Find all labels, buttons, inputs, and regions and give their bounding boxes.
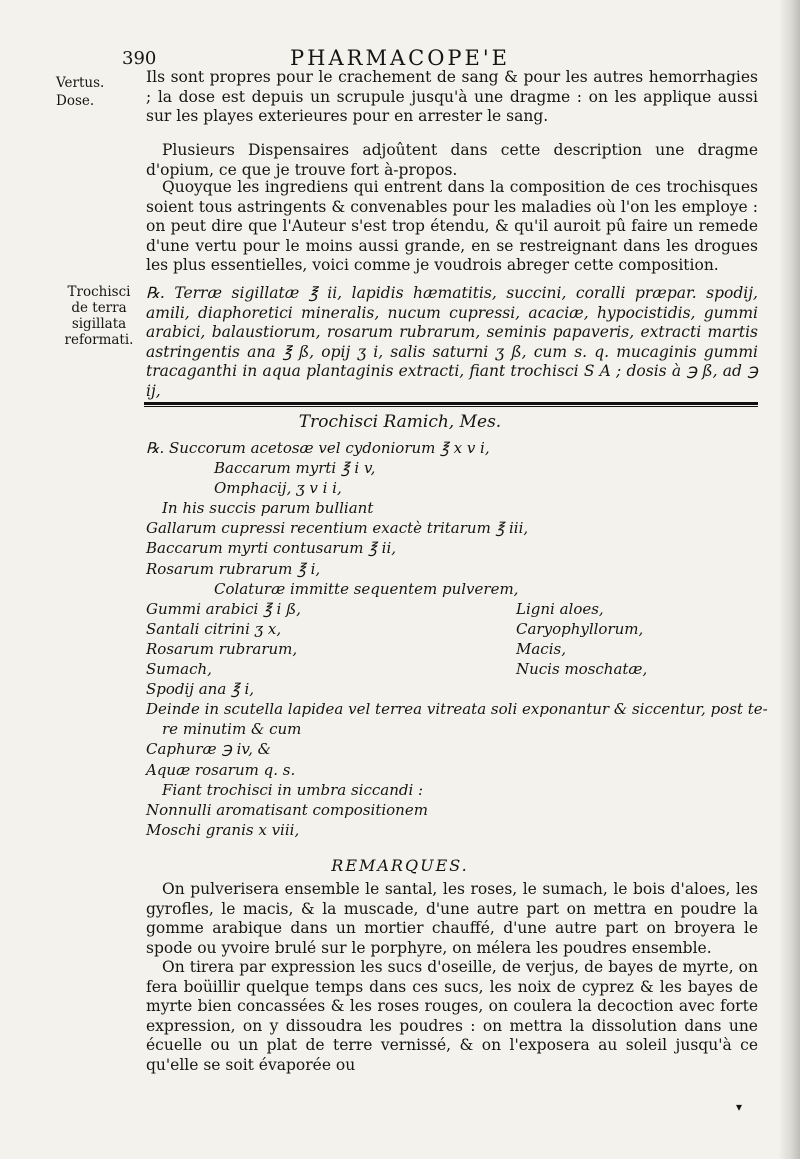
recipe-column-left: Santali citrini ʒ x, [146,619,282,638]
reformed-recipe [146,284,758,401]
paragraph-2 [146,141,758,180]
recipe-column-row [146,599,758,619]
recipe-line: Rosarum rubrarum ℥ i, [146,559,321,578]
recipe-column-right: Nucis moschatæ, [516,660,648,679]
recipe-line: In his succis parum bulliant [162,499,374,518]
recipe-line: re minutim & cum [162,720,302,739]
recipe-lines-group-2 [146,679,768,840]
recipe-column-right: Macis, [516,639,566,658]
recipe-column-right: Ligni aloes, [516,599,604,618]
recipe-line: ℞. Succorum acetosæ vel cydoniorum ℥ x v i, [146,439,490,457]
remarque-paragraph-1: On pulverisera ensemble le santal, les roses, le sumach, le bois d'aloes, les gyrofles, le macis, & la muscade, d'une autre part on mettra en poudre la gomme arabique dans un mortier chauffé, d'une autre part on broyera le spode ou yvoire brulé sur le porphyre, on mélera les poudres ensemble. [146,880,758,957]
recipe-line: Baccarum myrti ℥ i v, [214,459,376,478]
recipe-line: Colaturæ immitte sequentem pulverem, [214,579,519,598]
recipe-line: Caphuræ ℈ iv, & [146,740,272,759]
remarques-text [146,880,758,1075]
recipe-line: Nonnulli aromatisant compositionem [146,800,428,819]
recipe-line: Spodij ana ℥ i, [146,680,255,699]
recipe-lines-group-1 [146,438,758,599]
recipe-line: Gallarum cupressi recentium exactè tritarum ℥ iii, [146,519,529,538]
page-mark: ▾ [736,1100,743,1114]
remarque-paragraph-2: On tirera par expression les sucs d'oseille, de verjus, de bayes de myrte, on fera boüillir quelque temps dans ces sucs, les noix de cyprez & les bayes de myrte bien concassées & les roses rouges, on coulera la decoction avec forte expression, on y dissoudra les poudres : on mettra la dissolution dans une écuelle ou un plat de terre vernissé, & on l'exposera au soleil jusqu'à ce qu'elle se soit évaporée ou [146,958,758,1074]
page-number: 390 [122,48,157,69]
paragraph-text: Ils sont propres pour le crachement de sang & pour les autres hemorrhagies ; la dose est depuis un scrupule jusqu'à une dragme : on les applique aussi sur les playes exterieures pour en arrester le sang. [146,68,758,125]
paragraph-text: Plusieurs Dispensaires adjoûtent dans cette description une dragme d'opium, ce que je trouve fort à-propos. [146,141,758,179]
page-edge-shadow [778,0,800,1159]
recipe-line: Aquæ rosarum q. s. [146,760,296,779]
recipe-column-row [146,619,758,639]
paragraph-text: Quoyque les ingrediens qui entrent dans la composition de ces trochisques soient tous astringents & convenables pour les maladies où l'on les employe : on peut dire que l'Auteur s'est trop étendu, & qu'il auroit pû faire un remede d'une vertu pour le moins aussi grande, en se restreignant dans les drogues les plus essentielles, voici comme je voudrois abreger cette composition. [146,178,758,274]
recipe-column-left: Rosarum rubrarum, [146,639,298,658]
margin-note-trochisci: Trochisci de terra sigillata reformati. [64,284,134,348]
margin-note-vertus: Vertus. [56,75,105,91]
recipe-column-row [146,639,758,659]
recipe-column-left: Sumach, [146,660,212,679]
recipe-line: Deinde in scutella lapidea vel terrea vitreata soli exponantur & siccentur, post te- [146,700,768,719]
recipe-columns [146,599,758,679]
recipe-line: Omphacij, ʒ v i i, [214,479,342,498]
recipe-block [146,438,768,840]
margin-note-dose: Dose. [56,93,95,109]
paragraph-3 [146,178,758,276]
remarques-title: REMARQUES. [331,856,469,875]
recipe-column-left: Gummi arabici ℥ i ß, [146,599,301,618]
section-divider [144,402,758,407]
recipe-line: Fiant trochisci in umbra siccandi : [162,780,424,799]
reformed-recipe-text: ℞. Terræ sigillatæ ℥ ii, lapidis hæmatitis, succini, coralli præpar. spodij, amili, diaphoretici mineralis, nucum cupressi, acaciæ, hypocistidis, gummi arabici, balaustiorum, rosarum rubrarum, seminis papaveris, extracti martis astringentis ana ℥ ß, opij ʒ i, salis saturni ʒ ß, cum s. q. mucaginis gummi tracaganthi in aqua plantaginis extracti, fiant trochisci S A ; dosis à ℈ ß, ad ℈ ij, [146,284,758,400]
running-title: PHARMACOPE'E [290,46,510,70]
recipe-line: Baccarum myrti contusarum ℥ ii, [146,539,397,558]
recipe-line: Moschi granis x viii, [146,820,300,839]
paragraph-1 [146,68,758,127]
recipe-column-right: Caryophyllorum, [516,619,644,638]
section-title: Trochisci Ramich, Mes. [298,412,502,432]
recipe-column-row [146,659,758,679]
